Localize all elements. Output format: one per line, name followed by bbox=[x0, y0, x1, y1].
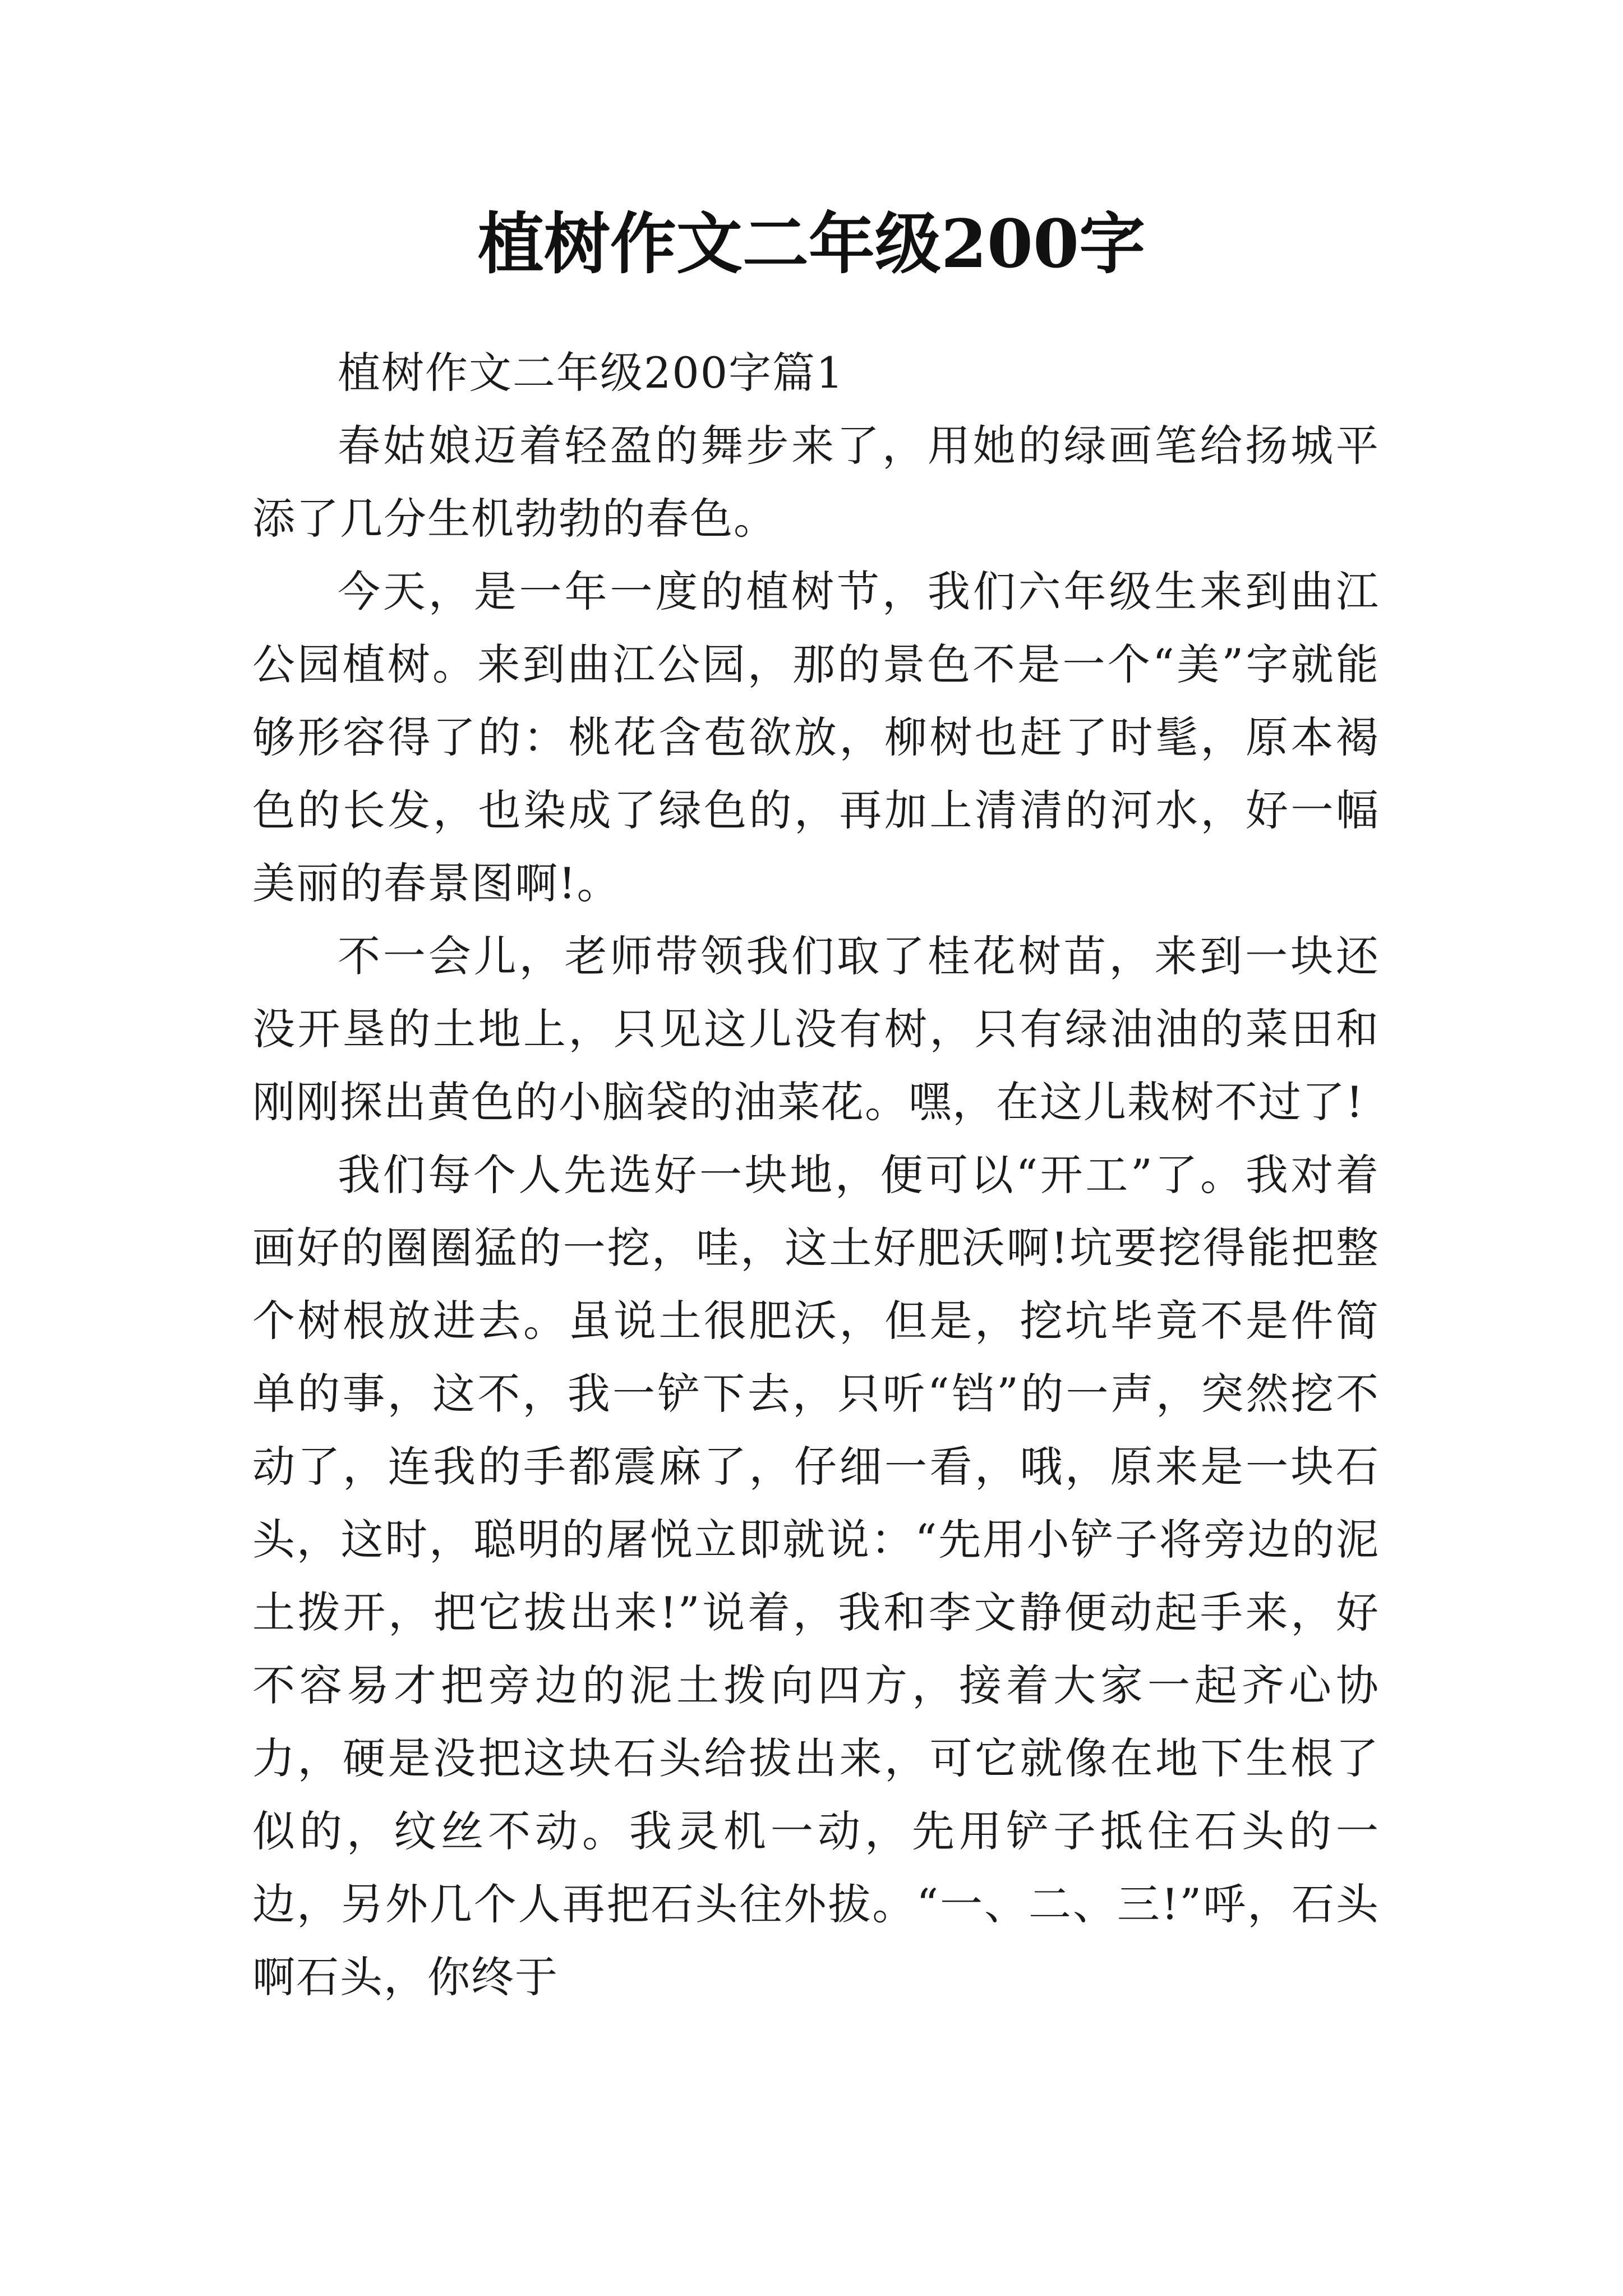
section-heading: 植树作文二年级200字篇1 bbox=[338, 348, 845, 398]
paragraph: 不一会儿，老师带领我们取了桂花树苗，来到一块还没开垦的土地上，只见这儿没有树，只有绿油油的菜田和刚刚探出黄色的小脑袋的油菜花。嘿，在这儿栽树不过了! bbox=[252, 931, 1380, 1127]
paragraph: 我们每个人先选好一块地，便可以“开工”了。我对着画好的圈圈猛的一挖，哇，这土好肥沃啊!坑要挖得能把整个树根放进去。虽说土很肥沃，但是，挖坑毕竟不是件简单的事，这不，我一铲下去，只听“铛”的一声，突然挖不动了，连我的手都震麻了，仔细一看，哦，原来是一块石头，这时，聪明的屠悦立即就说：“先用小铲子将旁边的泥土拨开，把它拔出来!”说着，我和李文静便动起手来，好不容易才把旁边的泥土拨向四方，接着大家一起齐心协力，硬是没把这块石头给拔出来，可它就像在地下生根了似的，纹丝不动。我灵机一动，先用铲子抵住石头的一边，另外几个人再把石头往外拔。“一、二、三!”呼，石头啊石头，你终于 bbox=[252, 1150, 1380, 2002]
paragraph: 今天，是一年一度的植树节，我们六年级生来到曲江公园植树。来到曲江公园，那的景色不是一个“美”字就能够形容得了的：桃花含苞欲放，柳树也赶了时髦，原本褐色的长发，也染成了绿色的，再加上清清的河水，好一幅美丽的春景图啊!。 bbox=[252, 567, 1380, 908]
document-title: 植树作文二年级200字 bbox=[477, 205, 1146, 283]
document-body bbox=[252, 337, 1380, 2014]
paragraph: 春姑娘迈着轻盈的舞步来了，用她的绿画笔给扬城平添了几分生机勃勃的春色。 bbox=[252, 421, 1380, 544]
